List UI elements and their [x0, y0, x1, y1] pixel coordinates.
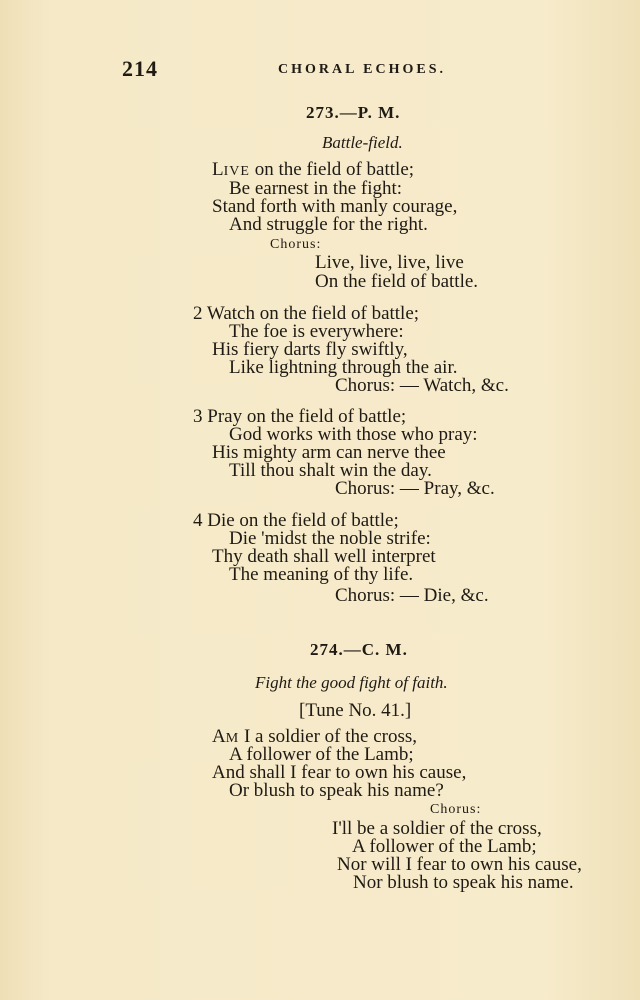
- hymn-273-chorus-line2: On the field of battle.: [315, 271, 479, 292]
- hymn-273-number: 273.—P. M.: [306, 103, 401, 122]
- hymn-273-v2-line3: His fiery darts fly swiftly,: [212, 339, 408, 360]
- hymn-274-v1-line2: A follower of the Lamb;: [229, 744, 414, 765]
- hymn-273-v2-line1: 2 Watch on the field of battle;: [193, 303, 420, 324]
- hymn-273-v3-line1: 3 Pray on the field of battle;: [193, 406, 407, 427]
- hymn-274-chorus-label: Chorus:: [430, 802, 482, 817]
- hymn-274-number: 274.—C. M.: [310, 640, 408, 659]
- hymn-273-title: Battle-field.: [322, 133, 403, 152]
- hymn-273-v3-line4: Till thou shalt win the day.: [229, 460, 432, 481]
- hymn-274-chorus-line1: I'll be a soldier of the cross,: [332, 818, 542, 839]
- hymn-274-v1-line3: And shall I fear to own his cause,: [212, 762, 467, 783]
- hymn-274-v1-line1: AM I a soldier of the cross,: [212, 726, 417, 747]
- hymn-273-v1-line1: LIVE on the field of battle;: [212, 159, 415, 180]
- hymn-273-v3-line3: His mighty arm can nerve thee: [212, 442, 446, 463]
- hymn-274-chorus-line2: A follower of the Lamb;: [352, 836, 537, 857]
- hymn-274-v1-line4: Or blush to speak his name?: [229, 780, 444, 801]
- hymn-273-v1-line3: Stand forth with manly courage,: [212, 196, 458, 217]
- hymn-273-v1-line4: And struggle for the right.: [229, 214, 428, 235]
- running-title: CHORAL ECHOES.: [278, 62, 447, 77]
- hymn-273-v4-line2: Die 'midst the noble strife:: [229, 528, 431, 549]
- hymn-273-v2-chorus-ref: Chorus: — Watch, &c.: [335, 375, 509, 396]
- hymn-274-tune: [Tune No. 41.]: [299, 700, 412, 721]
- hymn-273-v4-line4: The meaning of thy life.: [229, 564, 414, 585]
- page-number: 214: [122, 56, 158, 81]
- hymn-273-v4-line3: Thy death shall well interpret: [212, 546, 436, 567]
- hymn-273-chorus-line1: Live, live, live, live: [315, 252, 464, 273]
- hymn-273-v4-chorus-ref: Chorus: — Die, &c.: [335, 585, 489, 606]
- hymn-274-chorus-line4: Nor blush to speak his name.: [353, 872, 574, 893]
- hymn-273-v2-line4: Like lightning through the air.: [229, 357, 458, 378]
- hymn-273-v3-line2: God works with those who pray:: [229, 424, 478, 445]
- hymn-273-v3-chorus-ref: Chorus: — Pray, &c.: [335, 478, 495, 499]
- hymn-273-v2-line2: The foe is everywhere:: [229, 321, 404, 342]
- hymn-273-v1-line2: Be earnest in the fight:: [229, 178, 403, 199]
- hymn-273-chorus-label: Chorus:: [270, 237, 322, 252]
- hymn-274-title: Fight the good fight of faith.: [255, 673, 448, 692]
- hymn-273-v4-line1: 4 Die on the field of battle;: [193, 510, 399, 531]
- hymn-274-chorus-line3: Nor will I fear to own his cause,: [337, 854, 582, 875]
